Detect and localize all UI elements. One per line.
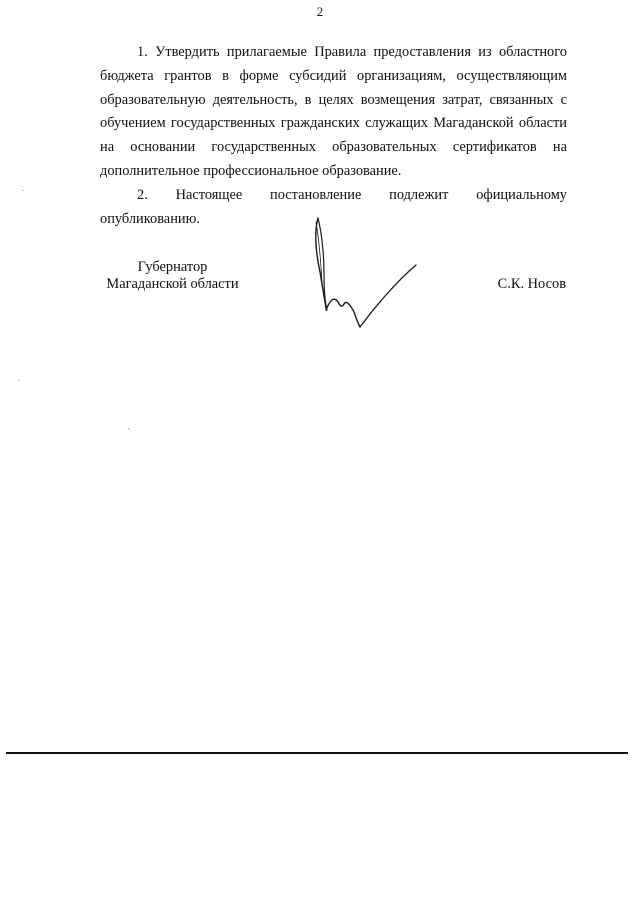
paragraph-publication: 2. Настоящее постановление подлежит официальному опубликованию. <box>100 186 567 227</box>
scan-speck <box>22 190 23 191</box>
signatory-title-line1: Губернатор <box>137 259 208 275</box>
scan-speck <box>18 380 19 381</box>
footer-divider-line <box>6 752 628 754</box>
signatory-name: С.К. Носов <box>497 276 566 292</box>
paragraph-approve-rules: 1. Утвердить прилагаемые Правила предоставления из областного бюджета грантов в форме субсидий организациям, осуществляющим образовательную деятельность, в целях возмещения затрат, связанных с обучением государственных гражданских служащих Магаданской области на основании государственных образовательных сертификатов на дополнительное профессиональное образование. <box>100 44 567 179</box>
document-body <box>100 41 567 231</box>
scan-speck <box>128 428 129 429</box>
handwritten-signature <box>300 210 425 335</box>
page-number: 2 <box>316 4 324 19</box>
signatory-title-line2: Магаданской области <box>106 276 239 292</box>
signatory-title <box>100 259 245 293</box>
